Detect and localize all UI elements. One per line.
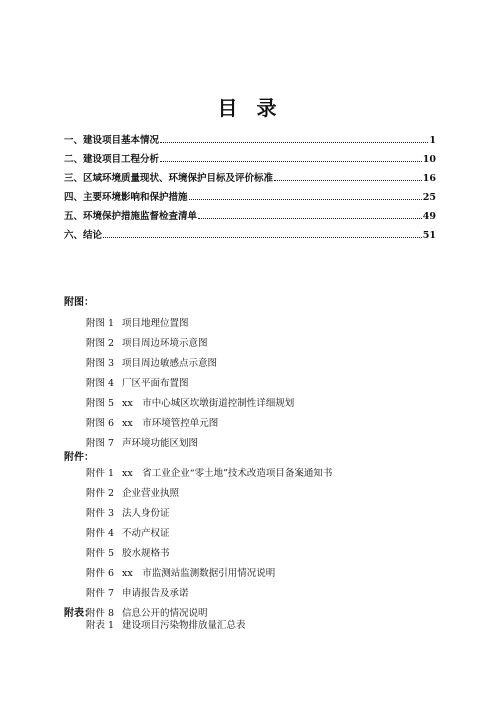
figure-code: 附图 5 — [86, 398, 115, 409]
attachment-code: 附件 1 — [86, 468, 115, 479]
table-text: 建设项目污染物排放量汇总表 — [122, 620, 246, 631]
figure-item — [86, 332, 294, 352]
figure-code: 附图 1 — [86, 318, 115, 329]
toc-entry-label: 五、环境保护措施监督检查清单 — [64, 211, 198, 222]
attachment-item — [86, 582, 332, 602]
attachment-item — [86, 562, 332, 582]
figure-item — [86, 412, 294, 432]
toc-entry[interactable] — [64, 222, 436, 241]
attachment-item — [86, 542, 332, 562]
figure-item — [86, 432, 294, 452]
table-of-contents — [64, 127, 436, 241]
figure-item — [86, 372, 294, 392]
toc-leader-dots — [189, 199, 422, 200]
figure-text: 声环境功能区划图 — [122, 438, 199, 449]
attachment-text: 法人身份证 — [122, 508, 170, 519]
attachments-list — [86, 462, 332, 622]
figure-code: 附图 7 — [86, 438, 115, 449]
attachment-text: 企业营业执照 — [122, 488, 180, 499]
toc-entry[interactable] — [64, 127, 436, 146]
toc-entry-label: 二、建设项目工程分析 — [64, 154, 160, 165]
attachment-code: 附件 3 — [86, 508, 115, 519]
attachment-item — [86, 462, 332, 482]
attachments-heading: 附件： — [64, 452, 94, 463]
figure-text: 厂区平面布置图 — [122, 378, 189, 389]
toc-leader-dots — [160, 161, 422, 162]
figure-code: 附图 6 — [86, 418, 115, 429]
attachment-text: xx 省工业企业“零土地”技术改造项目备案通知书 — [122, 468, 333, 479]
figure-code: 附图 3 — [86, 358, 115, 369]
figures-heading: 附图： — [64, 297, 94, 308]
toc-entry-label: 一、建设项目基本情况 — [64, 135, 160, 146]
figure-item — [86, 352, 294, 372]
tables-heading: 附表： — [64, 608, 94, 619]
attachment-code: 附件 2 — [86, 488, 115, 499]
toc-entry-page: 10 — [422, 154, 436, 165]
attachment-item — [86, 522, 332, 542]
toc-entry[interactable] — [64, 184, 436, 203]
attachment-code: 附件 4 — [86, 528, 115, 539]
toc-leader-dots — [160, 142, 428, 143]
attachment-item — [86, 502, 332, 522]
page-title: 目 录 — [217, 96, 283, 120]
toc-leader-dots — [198, 218, 422, 219]
attachment-text: xx 市监测站监测数据引用情况说明 — [122, 568, 276, 579]
attachment-text: 申请报告及承诺 — [122, 588, 189, 599]
figure-item — [86, 392, 294, 412]
figure-text: 项目地理位置图 — [122, 318, 189, 329]
attachment-code: 附件 5 — [86, 548, 115, 559]
toc-entry-page: 25 — [422, 192, 436, 203]
figure-text: 项目周边环境示意图 — [122, 338, 208, 349]
attachment-code: 附件 7 — [86, 588, 115, 599]
figure-text: xx 市中心城区坎墩街道控制性详细规划 — [122, 398, 295, 409]
toc-entry-page: 1 — [429, 135, 436, 146]
figures-list — [86, 312, 294, 452]
figure-text: 项目周边敏感点示意图 — [122, 358, 218, 369]
toc-entry[interactable] — [64, 165, 436, 184]
attachment-text: 不动产权证 — [122, 528, 170, 539]
toc-entry-page: 49 — [422, 211, 436, 222]
figure-item — [86, 312, 294, 332]
toc-entry[interactable] — [64, 146, 436, 165]
toc-entry-page: 16 — [422, 173, 436, 184]
figure-code: 附图 2 — [86, 338, 115, 349]
attachment-code: 附件 6 — [86, 568, 115, 579]
attachment-item — [86, 482, 332, 502]
toc-entry-label: 三、区域环境质量现状、环境保护目标及评价标准 — [64, 173, 274, 184]
table-item — [86, 614, 246, 634]
toc-entry[interactable] — [64, 203, 436, 222]
attachment-text: 胶水规格书 — [122, 548, 170, 559]
toc-leader-dots — [274, 180, 422, 181]
toc-entry-page: 51 — [422, 230, 436, 241]
tables-list — [86, 614, 246, 634]
table-code: 附表 1 — [86, 620, 115, 631]
figure-code: 附图 4 — [86, 378, 115, 389]
toc-leader-dots — [103, 237, 422, 238]
attachment-text: 信息公开的情况说明 — [122, 608, 208, 619]
attachment-code: 附件 8 — [86, 608, 115, 619]
figure-text: xx 市环境管控单元图 — [122, 418, 219, 429]
toc-entry-label: 六、结论 — [64, 230, 103, 241]
toc-entry-label: 四、主要环境影响和保护措施 — [64, 192, 188, 203]
